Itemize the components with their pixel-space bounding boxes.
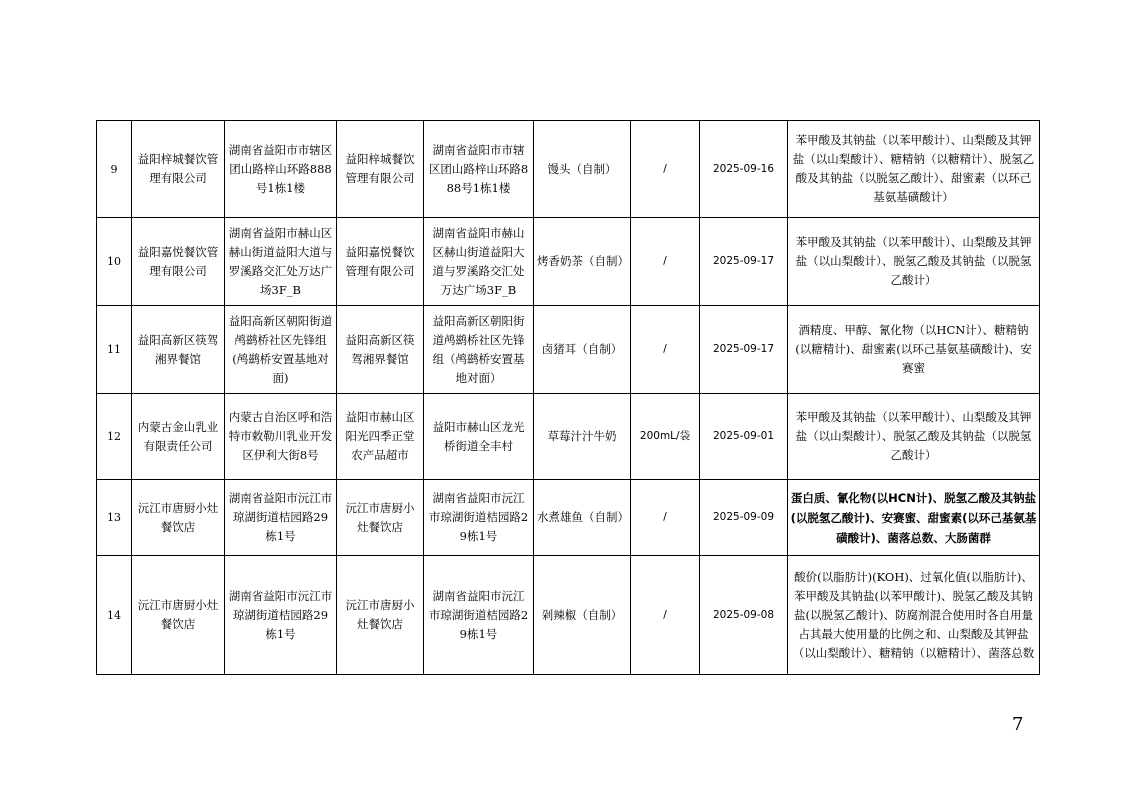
seller-address: 益阳高新区朝阳街道鸬鹚桥社区先锋组（鸬鹚桥安置基地对面） [424, 306, 534, 394]
seller-name: 沅江市唐厨小灶餐饮店 [337, 556, 424, 675]
table-row [97, 218, 1040, 306]
production-date: 2025-09-16 [700, 121, 788, 218]
production-date: 2025-09-01 [700, 394, 788, 480]
producer-name: 内蒙古金山乳业有限责任公司 [132, 394, 225, 480]
sampling-results-table [96, 120, 1040, 675]
seller-address: 湖南省益阳市赫山区赫山街道益阳大道与罗溪路交汇处万达广场3F_B [424, 218, 534, 306]
producer-address: 湖南省益阳市沅江市琼湖街道桔园路29栋1号 [225, 556, 337, 675]
producer-name: 益阳梓城餐饮管理有限公司 [132, 121, 225, 218]
test-items: 苯甲酸及其钠盐（以苯甲酸计）、山梨酸及其钾盐（以山梨酸计）、脱氢乙酸及其钠盐（以脱氢乙酸计） [788, 218, 1040, 306]
seller-address: 湖南省益阳市市辖区团山路梓山环路888号1栋1楼 [424, 121, 534, 218]
product-name: 水煮雄鱼（自制） [534, 480, 631, 556]
producer-address: 内蒙古自治区呼和浩特市敕勒川乳业开发区伊利大街8号 [225, 394, 337, 480]
table-row [97, 480, 1040, 556]
product-spec: / [631, 556, 700, 675]
product-name: 烤香奶茶（自制） [534, 218, 631, 306]
seller-name: 益阳高新区筷驾湘界餐馆 [337, 306, 424, 394]
row-number: 12 [97, 394, 132, 480]
test-items: 苯甲酸及其钠盐（以苯甲酸计）、山梨酸及其钾盐（以山梨酸计）、糖精钠（以糖精计）、脱氢乙酸及其钠盐（以脱氢乙酸计）、甜蜜素（以环己基氨基磺酸计） [788, 121, 1040, 218]
product-name: 馒头（自制） [534, 121, 631, 218]
product-name: 卤猪耳（自制） [534, 306, 631, 394]
test-items: 酸价(以脂肪计)(KOH)、过氧化值(以脂肪计)、苯甲酸及其钠盐(以苯甲酸计)、脱氢乙酸及其钠盐(以脱氢乙酸计)、防腐剂混合使用时各自用量占其最大使用量的比例之和、山梨酸及其钾盐（以山梨酸计）、糖精钠（以糖精计）、菌落总数 [788, 556, 1040, 675]
production-date: 2025-09-17 [700, 218, 788, 306]
test-items: 蛋白质、氰化物(以HCN计)、脱氢乙酸及其钠盐(以脱氢乙酸计)、安赛蜜、甜蜜素(以环己基氨基磺酸计)、菌落总数、大肠菌群 [788, 480, 1040, 556]
row-number: 9 [97, 121, 132, 218]
producer-name: 沅江市唐厨小灶餐饮店 [132, 480, 225, 556]
product-spec: / [631, 121, 700, 218]
row-number: 10 [97, 218, 132, 306]
table-row [97, 306, 1040, 394]
seller-name: 益阳市赫山区阳光四季正堂农产品超市 [337, 394, 424, 480]
row-number: 14 [97, 556, 132, 675]
table-row [97, 394, 1040, 480]
table-row [97, 121, 1040, 218]
product-spec: 200mL/袋 [631, 394, 700, 480]
producer-name: 益阳嘉悦餐饮管理有限公司 [132, 218, 225, 306]
seller-name: 沅江市唐厨小灶餐饮店 [337, 480, 424, 556]
production-date: 2025-09-17 [700, 306, 788, 394]
producer-address: 湖南省益阳市赫山区赫山街道益阳大道与罗溪路交汇处万达广场3F_B [225, 218, 337, 306]
test-items: 苯甲酸及其钠盐（以苯甲酸计）、山梨酸及其钾盐（以山梨酸计）、脱氢乙酸及其钠盐（以脱氢乙酸计） [788, 394, 1040, 480]
producer-name: 沅江市唐厨小灶餐饮店 [132, 556, 225, 675]
producer-name: 益阳高新区筷驾湘界餐馆 [132, 306, 225, 394]
production-date: 2025-09-08 [700, 556, 788, 675]
row-number: 13 [97, 480, 132, 556]
producer-address: 益阳高新区朝阳街道鸬鹚桥社区先锋组(鸬鹚桥安置基地对面) [225, 306, 337, 394]
producer-address: 湖南省益阳市沅江市琼湖街道桔园路29栋1号 [225, 480, 337, 556]
seller-name: 益阳梓城餐饮管理有限公司 [337, 121, 424, 218]
seller-address: 湖南省益阳市沅江市琼湖街道桔园路29栋1号 [424, 556, 534, 675]
seller-name: 益阳嘉悦餐饮管理有限公司 [337, 218, 424, 306]
page-number: 7 [1012, 714, 1024, 735]
producer-address: 湖南省益阳市市辖区团山路梓山环路888号1栋1楼 [225, 121, 337, 218]
test-items: 酒精度、甲醇、氰化物（以HCN计）、糖精钠(以糖精计)、甜蜜素(以环己基氨基磺酸计)、安赛蜜 [788, 306, 1040, 394]
product-spec: / [631, 306, 700, 394]
table-row [97, 556, 1040, 675]
seller-address: 湖南省益阳市沅江市琼湖街道桔园路29栋1号 [424, 480, 534, 556]
row-number: 11 [97, 306, 132, 394]
product-name: 草莓汁汁牛奶 [534, 394, 631, 480]
seller-address: 益阳市赫山区龙光桥街道全丰村 [424, 394, 534, 480]
product-name: 剁辣椒（自制） [534, 556, 631, 675]
production-date: 2025-09-09 [700, 480, 788, 556]
product-spec: / [631, 218, 700, 306]
product-spec: / [631, 480, 700, 556]
